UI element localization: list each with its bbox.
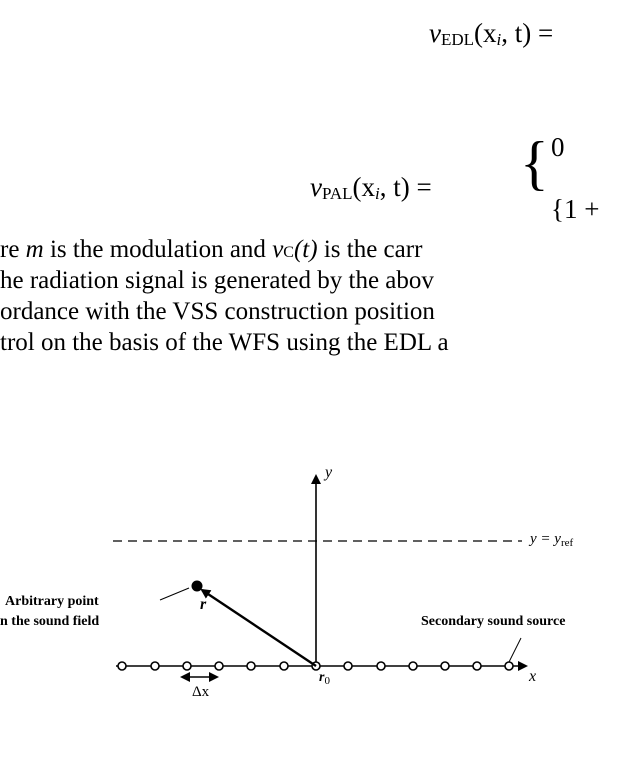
paragraph-line-4: trol on the basis of the WFS using the EDL a bbox=[0, 329, 449, 356]
arbitrary-point-label-1: Arbitrary point bbox=[5, 594, 99, 609]
reference-line-label: $y = y_{ref}$ bbox=[530, 531, 574, 549]
secondary-source bbox=[215, 662, 223, 670]
equation-case-1: 0 bbox=[551, 132, 565, 162]
r-label: r bbox=[200, 596, 207, 613]
paragraph-line-3: ordance with the VSS construction position bbox=[0, 298, 435, 325]
r0-label: $r_0$ bbox=[319, 670, 330, 687]
secondary-source bbox=[377, 662, 385, 670]
equation-pal: vPAL(xi, t) = bbox=[310, 172, 432, 203]
secondary-source-label: Secondary sound source bbox=[421, 614, 566, 629]
secondary-source bbox=[151, 662, 159, 670]
dx-label: Δx bbox=[192, 684, 210, 700]
secondary-leader bbox=[509, 638, 521, 662]
x-axis-label: x bbox=[529, 668, 537, 685]
secondary-source bbox=[183, 662, 191, 670]
secondary-source bbox=[505, 662, 513, 670]
secondary-source bbox=[118, 662, 126, 670]
paragraph-line-1: re m is the modulation and vC(t) is the carr bbox=[0, 236, 423, 263]
secondary-source bbox=[247, 662, 255, 670]
secondary-source bbox=[409, 662, 417, 670]
y-axis-label: y bbox=[325, 464, 333, 481]
arbitrary-point-label-2: n the sound field bbox=[0, 614, 100, 629]
secondary-source bbox=[280, 662, 288, 670]
secondary-source bbox=[344, 662, 352, 670]
secondary-source bbox=[473, 662, 481, 670]
equation-edl: vEDL(xi, t) = bbox=[429, 18, 554, 49]
equation-brace: { bbox=[520, 130, 549, 196]
equation-case-2: {1 + bbox=[551, 194, 600, 224]
secondary-source bbox=[441, 662, 449, 670]
point-leader bbox=[160, 588, 189, 600]
arbitrary-point bbox=[192, 581, 203, 592]
r-vector bbox=[202, 590, 316, 666]
paragraph-line-2: he radiation signal is generated by the abov bbox=[0, 267, 434, 294]
